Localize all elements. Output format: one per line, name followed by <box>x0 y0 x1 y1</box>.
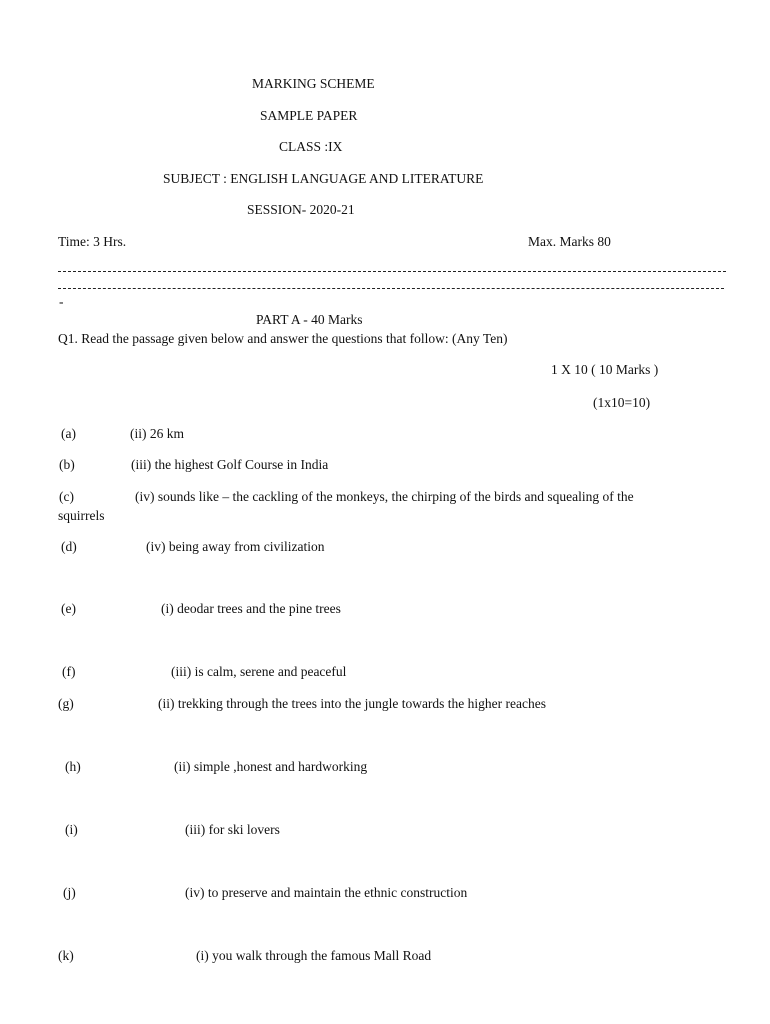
separator-tail: - <box>59 294 64 309</box>
answer-label: (e) <box>61 601 76 616</box>
time-label: Time: 3 Hrs. <box>58 234 127 249</box>
marks-allocation: 1 X 10 ( 10 Marks ) <box>551 362 659 377</box>
answer-text: (iii) the highest Golf Course in India <box>131 457 329 472</box>
separator-line <box>58 288 724 289</box>
answer-text: (iv) being away from civilization <box>146 539 325 554</box>
paper-type: SAMPLE PAPER <box>260 108 358 123</box>
answer-text-continued: squirrels <box>58 508 105 523</box>
answer-label: (i) <box>65 822 78 837</box>
answer-text: (i) deodar trees and the pine trees <box>161 601 341 616</box>
answer-text: (i) you walk through the famous Mall Road <box>196 948 432 963</box>
answer-text: (iv) to preserve and maintain the ethnic construction <box>185 885 468 900</box>
q1-instruction: Q1. Read the passage given below and answer the questions that follow: (Any Ten) <box>58 331 508 346</box>
answer-label: (f) <box>62 664 76 679</box>
answer-label: (a) <box>61 426 76 441</box>
answer-label: (h) <box>65 759 81 774</box>
answer-label: (b) <box>59 457 75 472</box>
answer-label: (d) <box>61 539 77 554</box>
answer-text: (ii) trekking through the trees into the jungle towards the higher reaches <box>158 696 547 711</box>
answer-text: (ii) simple ,honest and hardworking <box>174 759 368 774</box>
separator-line <box>58 271 726 272</box>
answer-label: (g) <box>58 696 74 711</box>
marks-formula: (1x10=10) <box>593 395 651 410</box>
answer-text: (iii) for ski lovers <box>185 822 280 837</box>
answer-text: (iv) sounds like – the cackling of the monkeys, the chirping of the birds and squealing of the <box>135 489 634 504</box>
max-marks-label: Max. Marks 80 <box>528 234 611 249</box>
class-label: CLASS :IX <box>279 139 343 154</box>
session-label: SESSION- 2020-21 <box>247 202 355 217</box>
part-heading: PART A - 40 Marks <box>256 312 363 327</box>
answer-label: (c) <box>59 489 74 504</box>
subject-label: SUBJECT : ENGLISH LANGUAGE AND LITERATURE <box>163 171 484 186</box>
answer-text: (iii) is calm, serene and peaceful <box>171 664 347 679</box>
doc-title: MARKING SCHEME <box>252 76 375 91</box>
answer-label: (k) <box>58 948 74 963</box>
answer-text: (ii) 26 km <box>130 426 184 441</box>
answer-label: (j) <box>63 885 76 900</box>
